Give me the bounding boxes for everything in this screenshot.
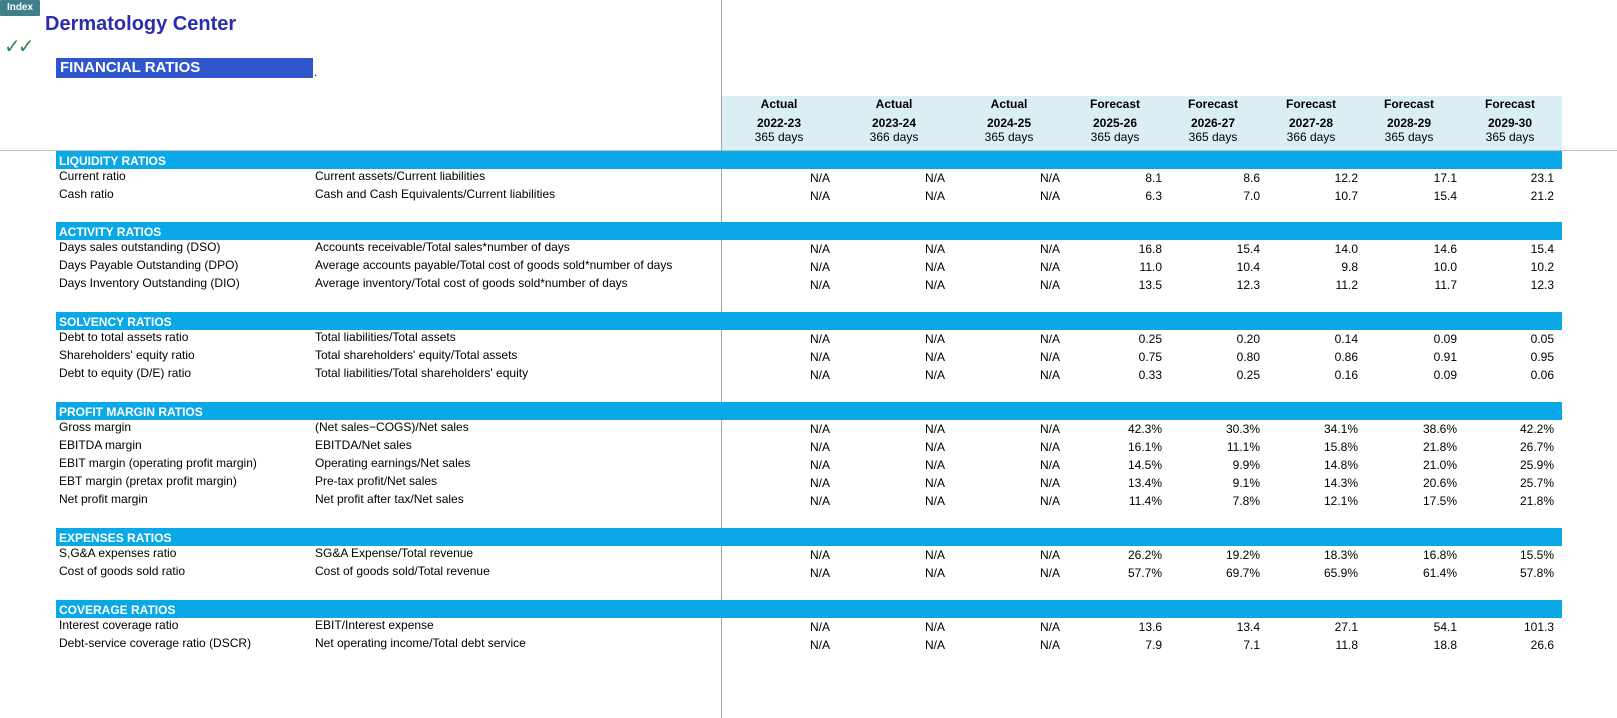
column-header-type: Forecast — [1089, 97, 1141, 111]
ratio-value: N/A — [1039, 566, 1060, 580]
ratio-value: 34.1% — [1323, 422, 1358, 436]
ratio-formula: Pre-tax profit/Net sales — [315, 474, 438, 488]
ratio-value: 25.9% — [1519, 458, 1554, 472]
ratio-value: N/A — [924, 350, 945, 364]
ratio-value: N/A — [809, 278, 830, 292]
ratio-value: N/A — [924, 620, 945, 634]
column-header-days: 365 days — [1384, 130, 1434, 144]
ratio-value: 7.1 — [1243, 638, 1260, 652]
ratio-formula: Current assets/Current liabilities — [315, 169, 486, 183]
column-header-year: 2029-30 — [1487, 116, 1533, 130]
ratio-value: 101.3 — [1523, 620, 1554, 634]
ratio-value: 0.09 — [1433, 332, 1457, 346]
ratio-value: 11.8 — [1335, 638, 1358, 652]
page-title: FINANCIAL RATIOS — [56, 58, 313, 78]
ratio-value: 16.1% — [1127, 440, 1162, 454]
column-header-days: 365 days — [754, 130, 804, 144]
ratio-name: EBIT margin (operating profit margin) — [59, 456, 257, 470]
column-header — [1362, 96, 1456, 144]
ratio-formula: Cash and Cash Equivalents/Current liabilities — [315, 187, 556, 201]
ratio-value: N/A — [809, 440, 830, 454]
ratio-value: 11.2 — [1335, 278, 1358, 292]
ratio-value: N/A — [1039, 242, 1060, 256]
ratio-value: N/A — [809, 171, 830, 185]
ratio-value: N/A — [809, 458, 830, 472]
ratio-value: N/A — [809, 242, 830, 256]
column-header-year: 2027-28 — [1288, 116, 1334, 130]
ratio-value: N/A — [809, 260, 830, 274]
ratio-value: 0.25 — [1138, 332, 1162, 346]
ratio-value: 16.8% — [1422, 548, 1457, 562]
ratio-formula: Average accounts payable/Total cost of goods sold*number of days — [315, 258, 673, 272]
ratio-formula: EBITDA/Net sales — [315, 438, 412, 452]
ratio-value: 10.2 — [1530, 260, 1554, 274]
column-header-type: Forecast — [1383, 97, 1435, 111]
ratio-value: 42.2% — [1519, 422, 1554, 436]
ratio-value: 42.3% — [1127, 422, 1162, 436]
section-header: SOLVENCY RATIOS — [56, 312, 1562, 330]
ratio-value: N/A — [924, 278, 945, 292]
ratio-value: N/A — [924, 476, 945, 490]
ratio-value: 19.2% — [1225, 548, 1260, 562]
column-header — [962, 96, 1056, 144]
ratio-value: N/A — [1039, 278, 1060, 292]
ratio-name: Shareholders' equity ratio — [59, 348, 195, 362]
table-row — [0, 276, 1617, 294]
ratio-value: N/A — [924, 422, 945, 436]
ratio-value: N/A — [809, 189, 830, 203]
ratio-value: N/A — [809, 332, 830, 346]
ratio-formula: Average inventory/Total cost of goods sold*number of days — [315, 276, 628, 290]
ratio-value: 11.1% — [1226, 440, 1260, 454]
column-header-type: Actual — [990, 97, 1028, 111]
ratio-name: Cash ratio — [59, 187, 114, 201]
column-header — [732, 96, 826, 144]
ratio-name: Days sales outstanding (DSO) — [59, 240, 221, 254]
ratio-value: 30.3% — [1225, 422, 1260, 436]
ratio-value: N/A — [924, 242, 945, 256]
ratio-value: 11.0 — [1139, 260, 1162, 274]
ratio-value: 20.6% — [1422, 476, 1457, 490]
ratio-value: 38.6% — [1422, 422, 1457, 436]
ratio-value: 0.16 — [1334, 368, 1358, 382]
ratio-formula: Net operating income/Total debt service — [315, 636, 526, 650]
ratio-value: 0.33 — [1138, 368, 1162, 382]
table-row — [0, 420, 1617, 438]
ratio-name: EBT margin (pretax profit margin) — [59, 474, 237, 488]
table-row — [0, 492, 1617, 510]
checkmark-icon: ✓✓ — [4, 36, 32, 58]
ratio-name: EBITDA margin — [59, 438, 142, 452]
ratio-value: 54.1 — [1433, 620, 1457, 634]
ratio-value: 17.1 — [1433, 171, 1457, 185]
ratio-value: 14.3% — [1323, 476, 1358, 490]
ratio-name: S,G&A expenses ratio — [59, 546, 177, 560]
column-header-days: 366 days — [869, 130, 919, 144]
ratio-value: N/A — [1039, 171, 1060, 185]
ratio-value: 8.6 — [1243, 171, 1260, 185]
ratio-value: 12.3 — [1236, 278, 1260, 292]
column-header — [847, 96, 941, 144]
ratio-value: 0.86 — [1334, 350, 1358, 364]
ratio-value: 15.8% — [1323, 440, 1358, 454]
ratio-formula: Total liabilities/Total shareholders' equity — [315, 366, 529, 380]
section-header: COVERAGE RATIOS — [56, 600, 1562, 618]
ratio-value: 21.8% — [1519, 494, 1554, 508]
ratio-value: N/A — [1039, 368, 1060, 382]
ratio-value: N/A — [1039, 422, 1060, 436]
table-row — [0, 438, 1617, 456]
ratio-value: 7.9 — [1145, 638, 1162, 652]
column-header — [1264, 96, 1358, 144]
ratio-value: 69.7% — [1225, 566, 1260, 580]
ratio-value: 10.4 — [1236, 260, 1260, 274]
ratio-value: N/A — [809, 494, 830, 508]
ratio-name: Days Payable Outstanding (DPO) — [59, 258, 239, 272]
ratio-value: N/A — [1039, 494, 1060, 508]
ratio-value: N/A — [809, 548, 830, 562]
ratio-formula: (Net sales−COGS)/Net sales — [315, 420, 469, 434]
ratio-value: 9.8 — [1341, 260, 1358, 274]
table-row — [0, 187, 1617, 205]
ratio-value: N/A — [809, 368, 830, 382]
ratio-name: Cost of goods sold ratio — [59, 564, 186, 578]
ratio-value: N/A — [809, 620, 830, 634]
ratio-value: N/A — [1039, 350, 1060, 364]
ratio-formula: Net profit after tax/Net sales — [315, 492, 464, 506]
ratio-name: Gross margin — [59, 420, 132, 434]
column-header-year: 2022-23 — [756, 116, 802, 130]
table-row — [0, 474, 1617, 492]
ratio-value: 15.4 — [1433, 189, 1457, 203]
ratio-formula: Accounts receivable/Total sales*number of days — [315, 240, 570, 254]
column-header-year: 2024-25 — [986, 116, 1032, 130]
ratio-value: 13.5 — [1138, 278, 1162, 292]
ratio-value: 6.3 — [1145, 189, 1162, 203]
ratio-value: N/A — [809, 638, 830, 652]
ratio-value: 21.2 — [1530, 189, 1554, 203]
ratio-value: 14.8% — [1323, 458, 1358, 472]
ratio-value: 8.1 — [1145, 171, 1162, 185]
ratio-formula: Total liabilities/Total assets — [315, 330, 456, 344]
ratio-value: N/A — [924, 458, 945, 472]
ratio-name: Interest coverage ratio — [59, 618, 179, 632]
column-header-days: 366 days — [1286, 130, 1336, 144]
column-header-days: 365 days — [1188, 130, 1238, 144]
ratio-value: 16.8 — [1138, 242, 1162, 256]
ratio-value: N/A — [1039, 458, 1060, 472]
table-row — [0, 330, 1617, 348]
section-header: LIQUIDITY RATIOS — [56, 151, 1562, 169]
ratio-value: 0.05 — [1530, 332, 1554, 346]
ratio-value: 18.3% — [1323, 548, 1358, 562]
ratio-value: N/A — [924, 332, 945, 346]
ratio-value: 14.6 — [1433, 242, 1457, 256]
ratio-value: N/A — [924, 189, 945, 203]
column-header — [1463, 96, 1557, 144]
ratio-value: 26.2% — [1127, 548, 1162, 562]
ratio-value: 26.6 — [1530, 638, 1554, 652]
ratio-value: 25.7% — [1519, 476, 1554, 490]
ratio-value: N/A — [1039, 440, 1060, 454]
ratio-name: Current ratio — [59, 169, 126, 183]
ratio-value: 0.14 — [1334, 332, 1358, 346]
ratio-name: Debt to equity (D/E) ratio — [59, 366, 192, 380]
ratio-value: N/A — [1039, 332, 1060, 346]
ratio-value: 0.80 — [1236, 350, 1260, 364]
ratio-value: N/A — [924, 494, 945, 508]
table-row — [0, 169, 1617, 187]
ratio-name: Net profit margin — [59, 492, 148, 506]
table-row — [0, 564, 1617, 582]
ratio-formula: Operating earnings/Net sales — [315, 456, 471, 470]
ratio-value: N/A — [924, 638, 945, 652]
table-row — [0, 546, 1617, 564]
ratio-value: 11.7 — [1434, 278, 1457, 292]
table-row — [0, 240, 1617, 258]
column-header-days: 365 days — [1485, 130, 1535, 144]
ratio-value: 61.4% — [1422, 566, 1457, 580]
ratio-value: 65.9% — [1323, 566, 1358, 580]
ratio-value: 23.1 — [1530, 171, 1554, 185]
ratio-value: 0.09 — [1433, 368, 1457, 382]
column-header-year: 2025-26 — [1092, 116, 1138, 130]
column-header-year: 2023-24 — [871, 116, 917, 130]
column-header-year: 2026-27 — [1190, 116, 1236, 130]
ratio-value: 57.7% — [1127, 566, 1162, 580]
ratio-value: N/A — [809, 566, 830, 580]
ratio-formula: Total shareholders' equity/Total assets — [315, 348, 518, 362]
ratio-value: N/A — [1039, 189, 1060, 203]
section-header: ACTIVITY RATIOS — [56, 222, 1562, 240]
ratio-value: 10.7 — [1334, 189, 1358, 203]
ratio-value: 12.1% — [1323, 494, 1358, 508]
ratio-value: 13.6 — [1138, 620, 1162, 634]
ratio-value: 57.8% — [1519, 566, 1554, 580]
ratio-value: 17.5% — [1422, 494, 1457, 508]
ratio-value: 9.1% — [1232, 476, 1260, 490]
ratio-value: N/A — [924, 260, 945, 274]
column-header-type: Forecast — [1484, 97, 1536, 111]
ratio-value: N/A — [809, 476, 830, 490]
ratio-formula: SG&A Expense/Total revenue — [315, 546, 474, 560]
ratio-value: 21.8% — [1422, 440, 1457, 454]
ratio-value: 14.0 — [1334, 242, 1358, 256]
ratio-value: 0.20 — [1236, 332, 1260, 346]
table-row — [0, 456, 1617, 474]
ratio-value: 26.7% — [1519, 440, 1554, 454]
ratio-value: N/A — [924, 566, 945, 580]
column-header-days: 365 days — [1090, 130, 1140, 144]
ratio-value: N/A — [924, 440, 945, 454]
column-header — [1068, 96, 1162, 144]
column-header-year: 2028-29 — [1386, 116, 1432, 130]
company-title: Dermatology Center — [45, 13, 237, 35]
ratio-formula: Cost of goods sold/Total revenue — [315, 564, 490, 578]
ratio-value: 0.06 — [1530, 368, 1554, 382]
ratio-value: 0.95 — [1530, 350, 1554, 364]
table-row — [0, 618, 1617, 636]
ratio-value: N/A — [924, 368, 945, 382]
ratio-name: Debt to total assets ratio — [59, 330, 189, 344]
ratio-value: 9.9% — [1232, 458, 1260, 472]
ratio-value: N/A — [809, 350, 830, 364]
column-header — [1166, 96, 1260, 144]
column-header-type: Actual — [760, 97, 798, 111]
ratio-value: N/A — [924, 548, 945, 562]
ratio-value: 14.5% — [1127, 458, 1162, 472]
column-header-type: Actual — [875, 97, 913, 111]
ratio-value: 12.2 — [1334, 171, 1358, 185]
ratio-value: N/A — [1039, 638, 1060, 652]
column-header-days: 365 days — [984, 130, 1034, 144]
ratio-value: 0.91 — [1433, 350, 1457, 364]
ratio-value: 18.8 — [1433, 638, 1457, 652]
ratio-name: Debt-service coverage ratio (DSCR) — [59, 636, 252, 650]
ratio-value: N/A — [1039, 476, 1060, 490]
table-row — [0, 258, 1617, 276]
ratio-name: Days Inventory Outstanding (DIO) — [59, 276, 240, 290]
table-row — [0, 348, 1617, 366]
table-row — [0, 366, 1617, 384]
ratio-formula: EBIT/Interest expense — [315, 618, 434, 632]
ratio-value: N/A — [1039, 260, 1060, 274]
index-button[interactable]: Index — [0, 0, 40, 16]
ratio-value: N/A — [924, 171, 945, 185]
ratio-value: 0.75 — [1138, 350, 1162, 364]
ratio-value: 0.25 — [1236, 368, 1260, 382]
ratio-value: N/A — [809, 422, 830, 436]
ratio-value: 27.1 — [1334, 620, 1358, 634]
ratio-value: 13.4% — [1127, 476, 1162, 490]
ratio-value: 13.4 — [1236, 620, 1260, 634]
ratio-value: 7.8% — [1232, 494, 1260, 508]
section-header: EXPENSES RATIOS — [56, 528, 1562, 546]
table-row — [0, 636, 1617, 654]
ratio-value: 15.4 — [1236, 242, 1260, 256]
ratio-value: 11.4% — [1128, 494, 1162, 508]
column-header-type: Forecast — [1285, 97, 1337, 111]
ratio-value: 15.5% — [1519, 548, 1554, 562]
ratio-value: 15.4 — [1530, 242, 1554, 256]
ratio-value: 12.3 — [1530, 278, 1554, 292]
ratio-value: N/A — [1039, 620, 1060, 634]
ratio-value: 21.0% — [1422, 458, 1457, 472]
title-dot: . — [314, 65, 318, 79]
section-header: PROFIT MARGIN RATIOS — [56, 402, 1562, 420]
ratio-value: N/A — [1039, 548, 1060, 562]
ratio-value: 7.0 — [1243, 189, 1260, 203]
column-header-type: Forecast — [1187, 97, 1239, 111]
ratio-value: 10.0 — [1433, 260, 1457, 274]
